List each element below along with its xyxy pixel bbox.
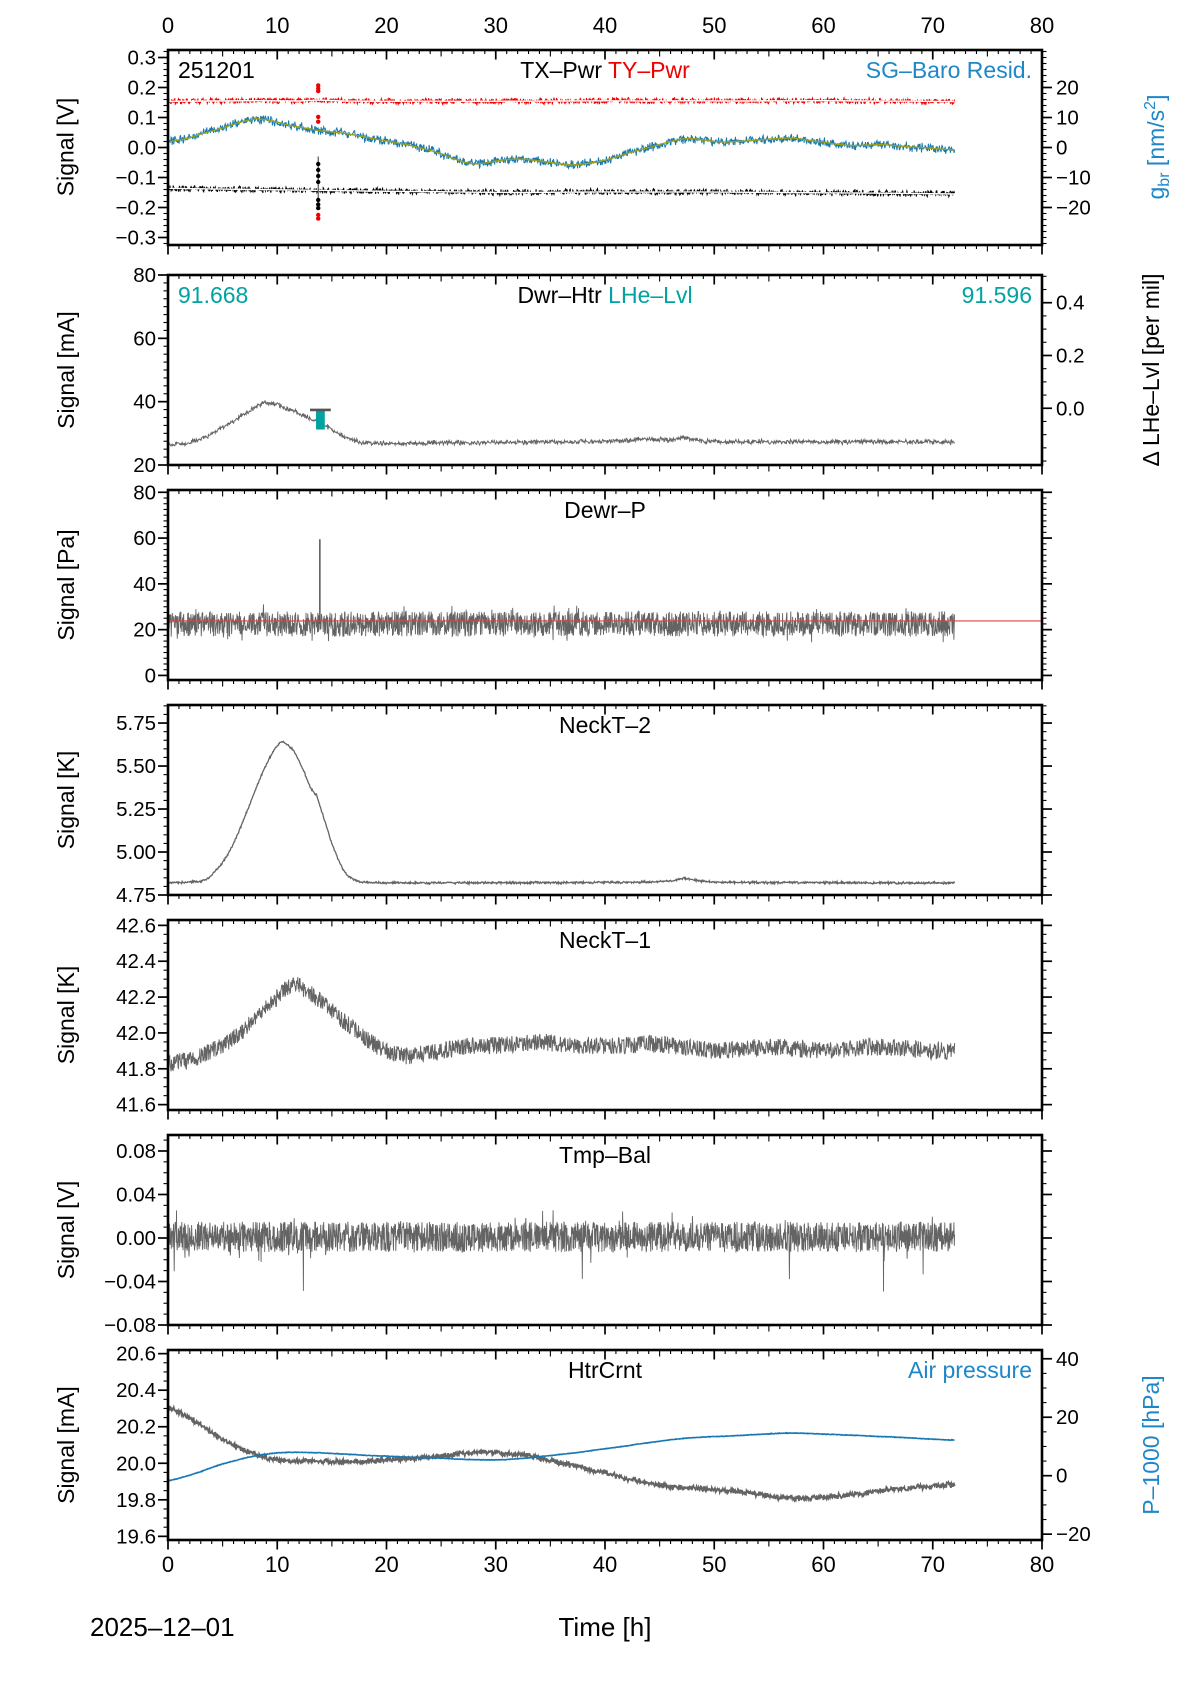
panel5-title: NeckT–1 [558, 927, 652, 953]
svg-text:20: 20 [374, 1552, 399, 1577]
panel5-ylabel: Signal [K] [53, 965, 79, 1065]
panel-1-plot [116, 13, 1091, 255]
panel2-ylabel: Signal [mA] [53, 311, 79, 429]
svg-text:40: 40 [592, 1552, 618, 1577]
svg-text:0.4: 0.4 [1056, 291, 1085, 315]
svg-text:60: 60 [133, 527, 156, 551]
panel3-title: Dewr–P [564, 497, 646, 523]
panel2-title-dwr: Dwr–Htr [517, 282, 609, 308]
panel1-ylabel: Signal [V] [52, 97, 79, 197]
panel6-ylabel: Signal [V] [53, 1180, 79, 1280]
x-axis-label: Time [h] [558, 1612, 652, 1642]
panel2-right-ylabel: Δ LHe–Lvl [per mil] [1138, 273, 1164, 467]
svg-text:0.0: 0.0 [1056, 397, 1085, 421]
svg-text:40: 40 [592, 13, 618, 38]
svg-text:20: 20 [1056, 76, 1079, 100]
panel1-title-ty: TY–Pwr [607, 57, 690, 83]
panel1-date-code: 251201 [178, 57, 255, 83]
panel1-title-tx: TX–Pwr [520, 57, 608, 83]
panel7-title: HtrCrnt [567, 1357, 643, 1383]
svg-text:70: 70 [920, 1552, 945, 1577]
panel4-ylabel: Signal [K] [53, 750, 79, 850]
panel4-title: NeckT–2 [558, 712, 652, 738]
svg-text:40: 40 [133, 572, 156, 596]
panel2-lhe-end-value: 91.596 [961, 282, 1032, 308]
svg-text:0: 0 [1056, 136, 1068, 160]
svg-text:20.0: 20.0 [116, 1452, 156, 1476]
svg-text:60: 60 [133, 327, 156, 351]
svg-text:5.75: 5.75 [116, 712, 156, 736]
svg-text:42.6: 42.6 [116, 914, 156, 938]
svg-text:5.00: 5.00 [116, 841, 156, 865]
svg-text:5.25: 5.25 [116, 798, 156, 822]
svg-text:0.00: 0.00 [116, 1226, 156, 1250]
panel7-legend-air-pressure: Air pressure [908, 1357, 1032, 1383]
svg-text:−0.04: −0.04 [104, 1270, 156, 1294]
svg-text:42.2: 42.2 [116, 986, 156, 1010]
svg-text:50: 50 [702, 1552, 727, 1577]
svg-text:50: 50 [702, 13, 727, 38]
svg-text:10: 10 [265, 13, 290, 38]
svg-text:20: 20 [133, 454, 156, 477]
svg-text:70: 70 [920, 13, 945, 38]
svg-text:20.4: 20.4 [116, 1379, 156, 1403]
svg-text:−0.2: −0.2 [115, 196, 156, 220]
svg-text:20: 20 [1056, 1406, 1079, 1430]
svg-text:−20: −20 [1056, 1523, 1091, 1547]
panel7-ylabel: Signal [mA] [53, 1386, 79, 1504]
panel2-title-lhe: LHe–Lvl [608, 282, 693, 308]
svg-text:60: 60 [811, 1552, 836, 1577]
svg-text:4.75: 4.75 [116, 884, 156, 907]
svg-text:40: 40 [133, 390, 156, 414]
svg-text:−20: −20 [1056, 196, 1091, 220]
svg-text:19.6: 19.6 [116, 1525, 156, 1549]
svg-text:5.50: 5.50 [116, 755, 156, 779]
svg-text:−0.3: −0.3 [115, 226, 156, 250]
svg-text:0.08: 0.08 [116, 1139, 156, 1163]
panel3-ylabel: Signal [Pa] [53, 529, 79, 641]
svg-text:30: 30 [483, 13, 508, 38]
svg-text:20: 20 [133, 618, 156, 642]
svg-text:41.6: 41.6 [116, 1093, 156, 1117]
svg-text:0.3: 0.3 [127, 46, 156, 70]
svg-text:42.0: 42.0 [116, 1021, 156, 1045]
svg-text:30: 30 [483, 1552, 508, 1577]
svg-text:10: 10 [1056, 106, 1079, 130]
svg-text:0: 0 [1056, 1464, 1068, 1488]
svg-text:10: 10 [265, 1552, 290, 1577]
svg-text:0.04: 0.04 [116, 1183, 156, 1207]
svg-text:0.2: 0.2 [1056, 344, 1085, 368]
svg-text:80: 80 [133, 481, 156, 505]
svg-text:−10: −10 [1056, 166, 1091, 190]
panel1-legend-sg-baro: SG–Baro Resid. [865, 57, 1032, 83]
svg-text:0.0: 0.0 [127, 136, 156, 160]
svg-text:42.4: 42.4 [116, 950, 156, 974]
panel7-right-ylabel: P–1000 [hPa] [1138, 1375, 1164, 1515]
svg-text:−0.08: −0.08 [104, 1314, 156, 1337]
svg-text:19.8: 19.8 [116, 1488, 156, 1512]
svg-text:20: 20 [374, 13, 399, 38]
svg-text:41.8: 41.8 [116, 1057, 156, 1081]
svg-text:80: 80 [1029, 13, 1055, 38]
svg-text:0.1: 0.1 [127, 106, 156, 130]
svg-text:60: 60 [811, 13, 836, 38]
panel1-right-ylabel: $g_{br}$ $[nm/s^2]$ [1142, 94, 1173, 200]
svg-text:0.2: 0.2 [127, 76, 156, 100]
svg-text:0: 0 [161, 13, 175, 38]
svg-text:80: 80 [1029, 1552, 1055, 1577]
svg-text:40: 40 [1056, 1347, 1079, 1371]
date-label: 2025–12–01 [90, 1612, 235, 1642]
svg-text:0: 0 [161, 1552, 175, 1577]
svg-text:0: 0 [144, 664, 156, 688]
panel6-title: Tmp–Bal [558, 1142, 652, 1168]
svg-text:20.2: 20.2 [116, 1415, 156, 1439]
svg-text:20.6: 20.6 [116, 1342, 156, 1366]
panel2-lhe-start-value: 91.668 [178, 282, 249, 308]
svg-text:−0.1: −0.1 [115, 166, 156, 190]
svg-text:80: 80 [133, 264, 156, 287]
